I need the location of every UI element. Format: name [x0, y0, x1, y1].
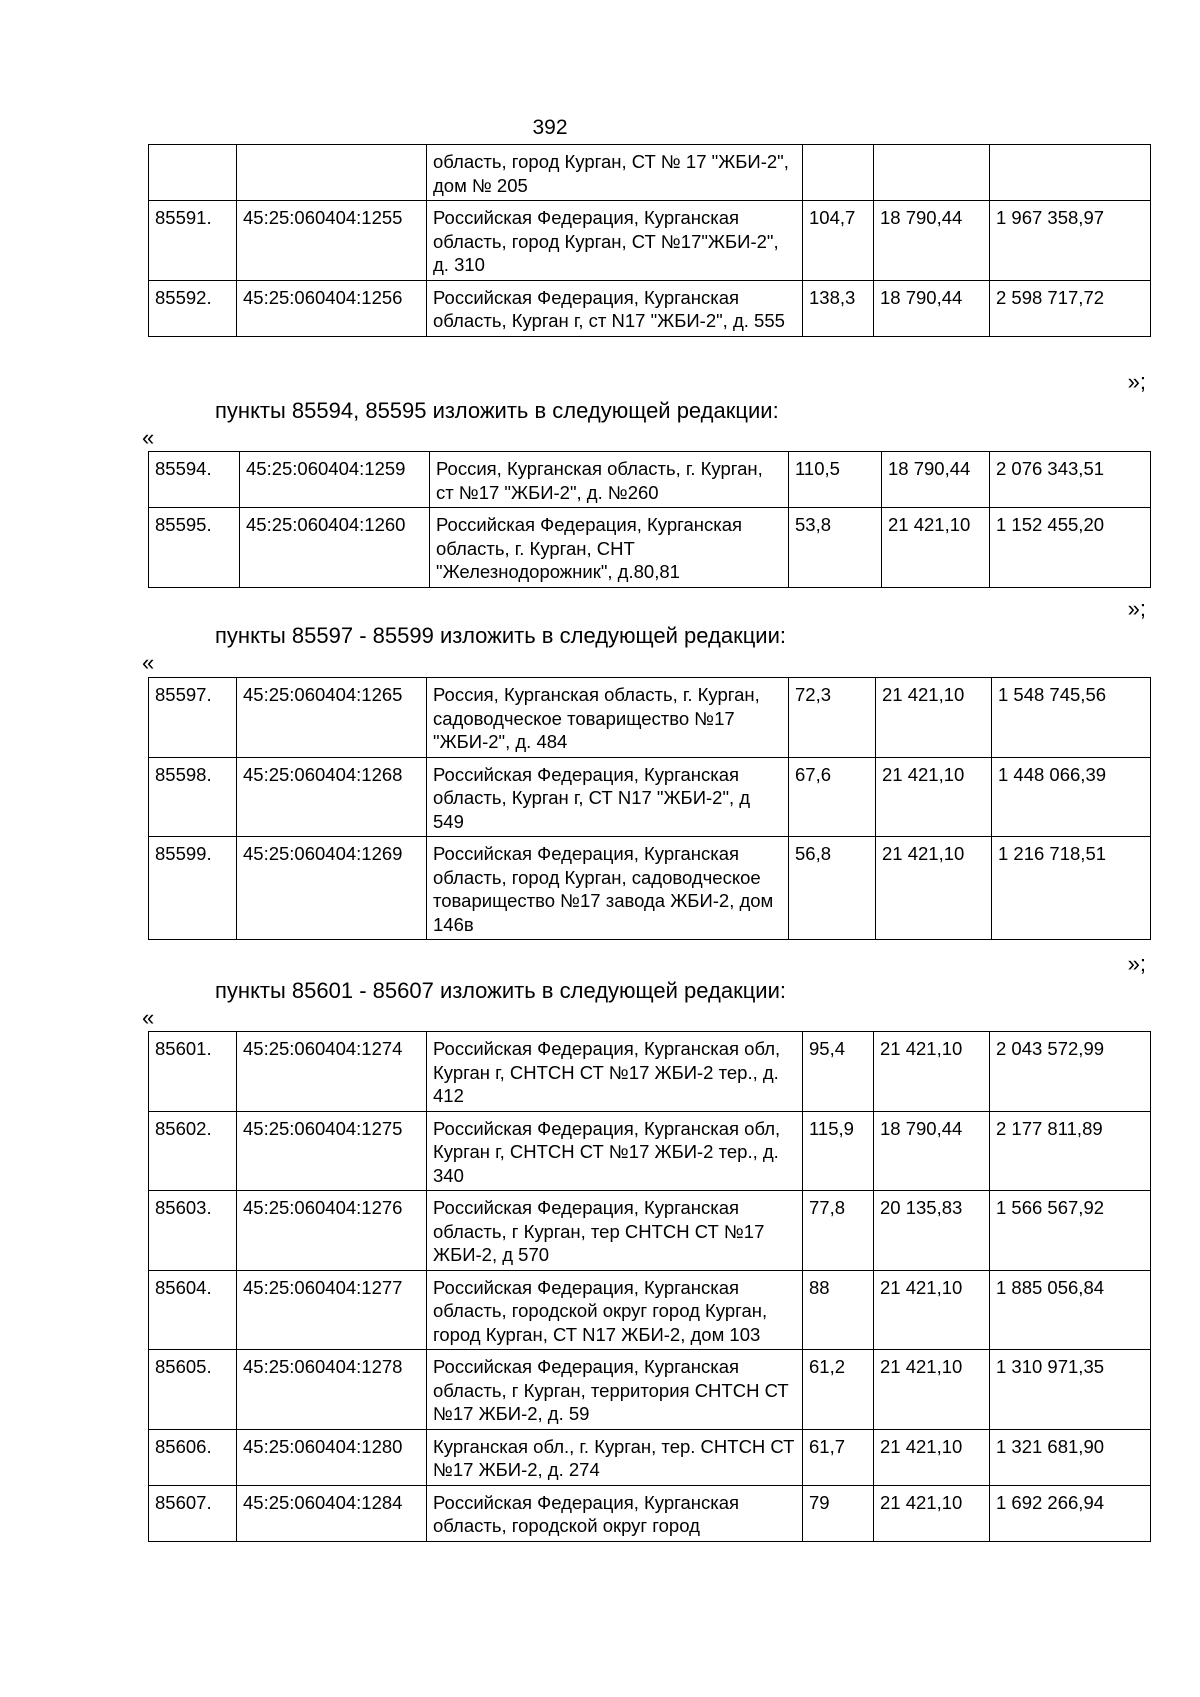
registry-table [148, 677, 1151, 940]
item-number-cell: 85592. [149, 280, 237, 336]
area-cell: 77,8 [803, 1191, 874, 1271]
closing-quote: »; [1127, 596, 1146, 621]
area-cell: 61,2 [803, 1350, 874, 1430]
area-cell [803, 145, 874, 201]
address-cell: Российская Федерация, Курганская область, городской округ город Курган, город Курган, СТ N17 ЖБИ-2, дом 103 [427, 1270, 803, 1350]
table-row [149, 280, 1151, 336]
table-row [149, 145, 1151, 201]
address-cell: Российская Федерация, Курганская область, Курган г, ст N17 "ЖБИ-2", д. 555 [427, 280, 803, 336]
registry-table-continued [148, 144, 1151, 337]
table-row [149, 1270, 1151, 1350]
cadastral-value-cell: 1 216 718,51 [992, 837, 1151, 940]
address-cell: Российская Федерация, Курганская область, город Курган, садоводческое товарищество №17 завода ЖБИ-2, дом 146в [427, 837, 789, 940]
cadastral-number-cell [237, 145, 427, 201]
registry-table [148, 1031, 1151, 1542]
cadastral-number-cell: 45:25:060404:1276 [237, 1191, 427, 1271]
cadastral-rate-cell: 20 135,83 [874, 1191, 990, 1271]
cadastral-rate-cell: 21 421,10 [874, 1032, 990, 1112]
opening-quote: « [142, 425, 155, 450]
table-row [149, 1429, 1151, 1485]
cadastral-number-cell: 45:25:060404:1268 [237, 757, 427, 837]
area-cell: 138,3 [803, 280, 874, 336]
area-cell: 61,7 [803, 1429, 874, 1485]
cadastral-number-cell: 45:25:060404:1265 [237, 678, 427, 758]
address-cell: область, город Курган, СТ № 17 "ЖБИ-2", дом № 205 [427, 145, 803, 201]
cadastral-number-cell: 45:25:060404:1284 [237, 1485, 427, 1541]
item-number-cell [149, 145, 237, 201]
cadastral-rate-cell: 21 421,10 [874, 1350, 990, 1430]
cadastral-value-cell: 1 310 971,35 [990, 1350, 1151, 1430]
cadastral-rate-cell: 21 421,10 [874, 1485, 990, 1541]
cadastral-value-cell: 1 967 358,97 [990, 201, 1151, 281]
address-cell: Российская Федерация, Курганская обл, Курган г, СНТСН СТ №17 ЖБИ-2 тер., д. 412 [427, 1032, 803, 1112]
cadastral-value-cell: 1 321 681,90 [990, 1429, 1151, 1485]
item-number-cell: 85597. [149, 678, 237, 758]
item-number-cell: 85602. [149, 1111, 237, 1191]
cadastral-number-cell: 45:25:060404:1260 [240, 508, 430, 588]
address-cell: Российская Федерация, Курганская область, город Курган, СТ №17"ЖБИ-2", д. 310 [427, 201, 803, 281]
area-cell: 104,7 [803, 201, 874, 281]
address-cell: Россия, Курганская область, г. Курган, садоводческое товарищество №17 "ЖБИ-2", д. 484 [427, 678, 789, 758]
area-cell: 67,6 [789, 757, 876, 837]
table-row [149, 757, 1151, 837]
address-cell: Российская Федерация, Курганская обл, Курган г, СНТСН СТ №17 ЖБИ-2 тер., д. 340 [427, 1111, 803, 1191]
cadastral-number-cell: 45:25:060404:1256 [237, 280, 427, 336]
item-number-cell: 85591. [149, 201, 237, 281]
address-cell: Российская Федерация, Курганская область, г. Курган, СНТ "Железнодорожник", д.80,81 [430, 508, 789, 588]
cadastral-rate-cell: 18 790,44 [874, 280, 990, 336]
table-row [149, 678, 1151, 758]
registry-table [148, 451, 1151, 588]
address-cell: Российская Федерация, Курганская область, г Курган, территория СНТСН СТ №17 ЖБИ-2, д. 59 [427, 1350, 803, 1430]
cadastral-rate-cell: 21 421,10 [874, 1429, 990, 1485]
cadastral-rate-cell: 18 790,44 [874, 1111, 990, 1191]
item-number-cell: 85603. [149, 1191, 237, 1271]
item-number-cell: 85599. [149, 837, 237, 940]
instruction-text: пункты 85597 - 85599 изложить в следующей редакции: [215, 623, 787, 648]
cadastral-rate-cell: 21 421,10 [874, 1270, 990, 1350]
cadastral-value-cell: 1 885 056,84 [990, 1270, 1151, 1350]
cadastral-rate-cell [874, 145, 990, 201]
cadastral-value-cell: 1 692 266,94 [990, 1485, 1151, 1541]
cadastral-value-cell: 2 598 717,72 [990, 280, 1151, 336]
area-cell: 72,3 [789, 678, 876, 758]
table-row [149, 508, 1151, 588]
cadastral-value-cell: 1 152 455,20 [990, 508, 1151, 588]
item-number-cell: 85607. [149, 1485, 237, 1541]
address-cell: Курганская обл., г. Курган, тер. СНТСН СТ №17 ЖБИ-2, д. 274 [427, 1429, 803, 1485]
item-number-cell: 85601. [149, 1032, 237, 1112]
cadastral-value-cell: 2 043 572,99 [990, 1032, 1151, 1112]
area-cell: 79 [803, 1485, 874, 1541]
table-row [149, 1350, 1151, 1430]
item-number-cell: 85604. [149, 1270, 237, 1350]
table-row [149, 837, 1151, 940]
table-row [149, 1032, 1151, 1112]
cadastral-number-cell: 45:25:060404:1278 [237, 1350, 427, 1430]
table-row [149, 1191, 1151, 1271]
cadastral-number-cell: 45:25:060404:1274 [237, 1032, 427, 1112]
cadastral-value-cell: 2 076 343,51 [990, 452, 1151, 508]
table-row [149, 1111, 1151, 1191]
cadastral-rate-cell: 21 421,10 [876, 678, 992, 758]
area-cell: 53,8 [789, 508, 882, 588]
cadastral-rate-cell: 21 421,10 [876, 757, 992, 837]
instruction-text: пункты 85594, 85595 изложить в следующей редакции: [215, 398, 779, 423]
address-cell: Российская Федерация, Курганская область, г Курган, тер СНТСН СТ №17 ЖБИ-2, д 570 [427, 1191, 803, 1271]
cadastral-number-cell: 45:25:060404:1269 [237, 837, 427, 940]
cadastral-value-cell: 1 548 745,56 [992, 678, 1151, 758]
cadastral-value-cell: 1 448 066,39 [992, 757, 1151, 837]
cadastral-rate-cell: 21 421,10 [882, 508, 990, 588]
cadastral-rate-cell: 18 790,44 [882, 452, 990, 508]
table-row [149, 201, 1151, 281]
opening-quote: « [142, 650, 155, 675]
area-cell: 95,4 [803, 1032, 874, 1112]
area-cell: 110,5 [789, 452, 882, 508]
page-number: 392 [532, 116, 568, 139]
address-cell: Российская Федерация, Курганская область, городской округ город [427, 1485, 803, 1541]
address-cell: Российская Федерация, Курганская область, Курган г, СТ N17 "ЖБИ-2", д 549 [427, 757, 789, 837]
area-cell: 88 [803, 1270, 874, 1350]
item-number-cell: 85606. [149, 1429, 237, 1485]
cadastral-rate-cell: 18 790,44 [874, 201, 990, 281]
item-number-cell: 85605. [149, 1350, 237, 1430]
cadastral-number-cell: 45:25:060404:1259 [240, 452, 430, 508]
table-row [149, 452, 1151, 508]
closing-quote: »; [1127, 369, 1146, 394]
cadastral-value-cell: 2 177 811,89 [990, 1111, 1151, 1191]
cadastral-number-cell: 45:25:060404:1255 [237, 201, 427, 281]
address-cell: Россия, Курганская область, г. Курган, ст №17 "ЖБИ-2", д. №260 [430, 452, 789, 508]
instruction-text: пункты 85601 - 85607 изложить в следующей редакции: [215, 978, 787, 1003]
cadastral-value-cell [990, 145, 1151, 201]
closing-quote: »; [1127, 951, 1146, 976]
cadastral-rate-cell: 21 421,10 [876, 837, 992, 940]
cadastral-number-cell: 45:25:060404:1280 [237, 1429, 427, 1485]
item-number-cell: 85598. [149, 757, 237, 837]
cadastral-number-cell: 45:25:060404:1275 [237, 1111, 427, 1191]
area-cell: 115,9 [803, 1111, 874, 1191]
area-cell: 56,8 [789, 837, 876, 940]
cadastral-number-cell: 45:25:060404:1277 [237, 1270, 427, 1350]
item-number-cell: 85594. [149, 452, 240, 508]
opening-quote: « [142, 1005, 155, 1030]
cadastral-value-cell: 1 566 567,92 [990, 1191, 1151, 1271]
table-row [149, 1485, 1151, 1541]
item-number-cell: 85595. [149, 508, 240, 588]
